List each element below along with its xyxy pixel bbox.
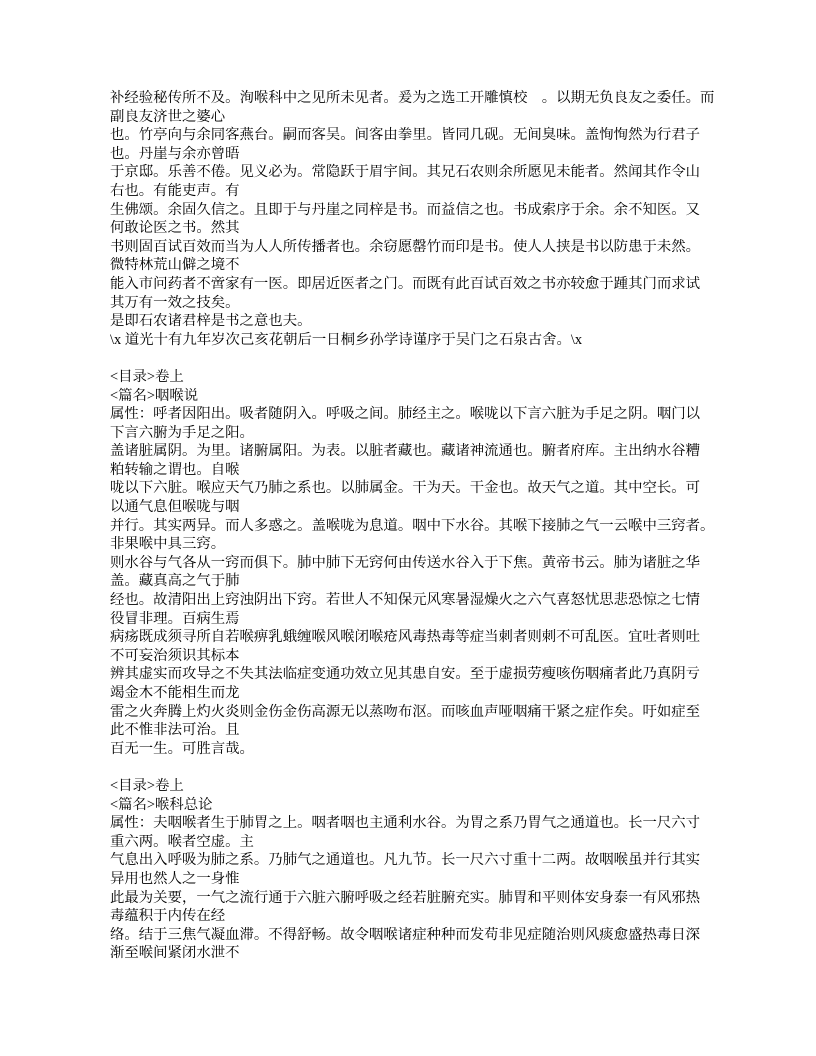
text-line: 副良友济世之婆心 [110,108,226,125]
section-toc: <目录>卷上 [110,368,184,385]
text-line: 络。结于三焦气凝血滞。不得舒畅。故令咽喉诸症种种而发苟非见症随治则风痰愈盛热毒日深 [110,926,701,943]
preface-lines [110,89,750,349]
text-line: 异用也然人之一身惟 [110,870,240,887]
text-line: 生佛颂。余固久信之。且即于与丹崖之同梓是书。而益信之也。书成索序于余。余不知医。又 [110,201,701,218]
text-line: 辨其虚实而攻导之不失其法临症变通功效立见其患自安。至于虚损劳瘦咳伤咽痛者此乃真阴亏 [110,666,701,683]
section-houke-zonglun [110,777,750,963]
text-line: 并行。其实两异。而人多惑之。盖喉咙为息道。咽中下水谷。其喉下接肺之气一云喉中三窍者。 [110,517,715,534]
text-line: 毒蕴积于内传在经 [110,908,226,925]
text-line: \x 道光十有九年岁次己亥花朝后一日桐乡孙学诗谨序于吴门之石泉古舍。\x [110,331,583,348]
text-line: 补经验秘传所不及。洵喉科中之见所未见者。爰为之选工开雕慎校 。以期无负良友之委任。而 [110,90,715,106]
text-line: 百无一生。可胜言哉。 [110,740,254,757]
text-line: 重六两。喉者空虚。主 [110,833,254,850]
text-line: 也。丹崖与余亦曾晤 [110,145,240,162]
section-title: <篇名>喉科总论 [110,796,213,813]
text-line: 盖。藏真高之气于肺 [110,573,240,590]
text-line: 以通气息但喉咙与咽 [110,499,240,516]
text-line: 属性：呼者因阳出。吸者随阴入。呼吸之间。肺经主之。喉咙以下言六脏为手足之阴。咽门以 [110,406,701,423]
text-line: 是即石农诸君梓是书之意也夫。 [110,313,312,330]
text-line: 右也。有能吏声。有 [110,182,240,199]
section-yanhou-shuo [110,368,750,758]
text-line: 病疡既成须寻所自若喉痹乳蛾缠喉风喉闭喉疮风毒热毒等症当刺者则刺不可乱医。宜吐者则吐 [110,629,701,646]
section-body-lines [110,814,750,963]
preface-block [110,89,750,349]
text-line: 何敢论医之书。然其 [110,220,240,237]
text-line: 经也。故清阳出上窍浊阴出下窍。若世人不知保元风寒暑湿燥火之六气喜怒忧思悲恐惊之七情 [110,592,701,609]
text-line: 微特林荒山僻之境不 [110,257,240,274]
section-title: <篇名>咽喉说 [110,387,199,404]
text-line: 也。竹亭向与余同客燕台。嗣而客吴。间客由拳里。皆同几砚。无间臭味。盖恂恂然为行君子 [110,127,701,144]
text-line: 咙以下六脏。喉应天气乃肺之系也。以肺属金。干为天。干金也。故天气之道。其中空长。可 [110,480,701,497]
text-line: 气息出入呼吸为肺之系。乃肺气之通道也。凡九节。长一尺六寸重十二两。故咽喉虽并行其实 [110,852,701,869]
text-line: 此最为关要，一气之流行通于六脏六腑呼吸之经若脏腑充实。肺胃和平则体安身泰一有风邪热 [110,889,701,906]
text-line: 竭金木不能相生而龙 [110,685,240,701]
text-line: 能入市问药者不啻家有一医。即居近医者之门。而既有此百试百效之书亦较愈于踵其门而求试 [110,275,701,292]
text-line: 非果喉中具三窍。 [110,536,226,553]
text-line: 其万有一效之技矣。 [110,294,240,311]
text-line: 下言六腑为手足之阳。 [110,424,254,441]
text-line: 粕转输之谓也。自喉 [110,461,240,478]
text-line: 渐至喉间紧闭水泄不 [110,945,240,962]
text-line: 此不惟非法可治。且 [110,722,240,739]
section-toc: <目录>卷上 [110,777,184,794]
text-line: 属性：夫咽喉者生于肺胃之上。咽者咽也主通利水谷。为胃之系乃胃气之通道也。长一尺六寸 [110,815,701,832]
text-line: 不可妄治须识其标本 [110,647,240,664]
text-line: 役冒非理。百病生焉 [110,610,240,627]
text-line: 于京邸。乐善不倦。见义必为。常隐跃于眉宇间。其兄石农则余所愿见未能者。然闻其作令山 [110,164,701,181]
text-line: 书则固百试百效而当为人人所传播者也。余窃愿罄竹而印是书。使人人挟是书以防患于未然。 [110,238,701,255]
text-line: 则水谷与气各从一窍而俱下。肺中肺下无窍何由传送水谷入于下焦。黄帝书云。肺为诸脏之华 [110,554,701,571]
section-body-lines [110,405,750,758]
text-line: 雷之火奔腾上灼火炎则金伤金伤高源无以蒸吻布沤。而咳血声哑咽痛干紧之症作矣。吁如症至 [110,703,701,720]
document-text [110,89,750,963]
text-line: 盖诸脏属阴。为里。诸腑属阳。为表。以脏者藏也。藏诸神流通也。腑者府库。主出纳水谷糟 [110,443,701,460]
